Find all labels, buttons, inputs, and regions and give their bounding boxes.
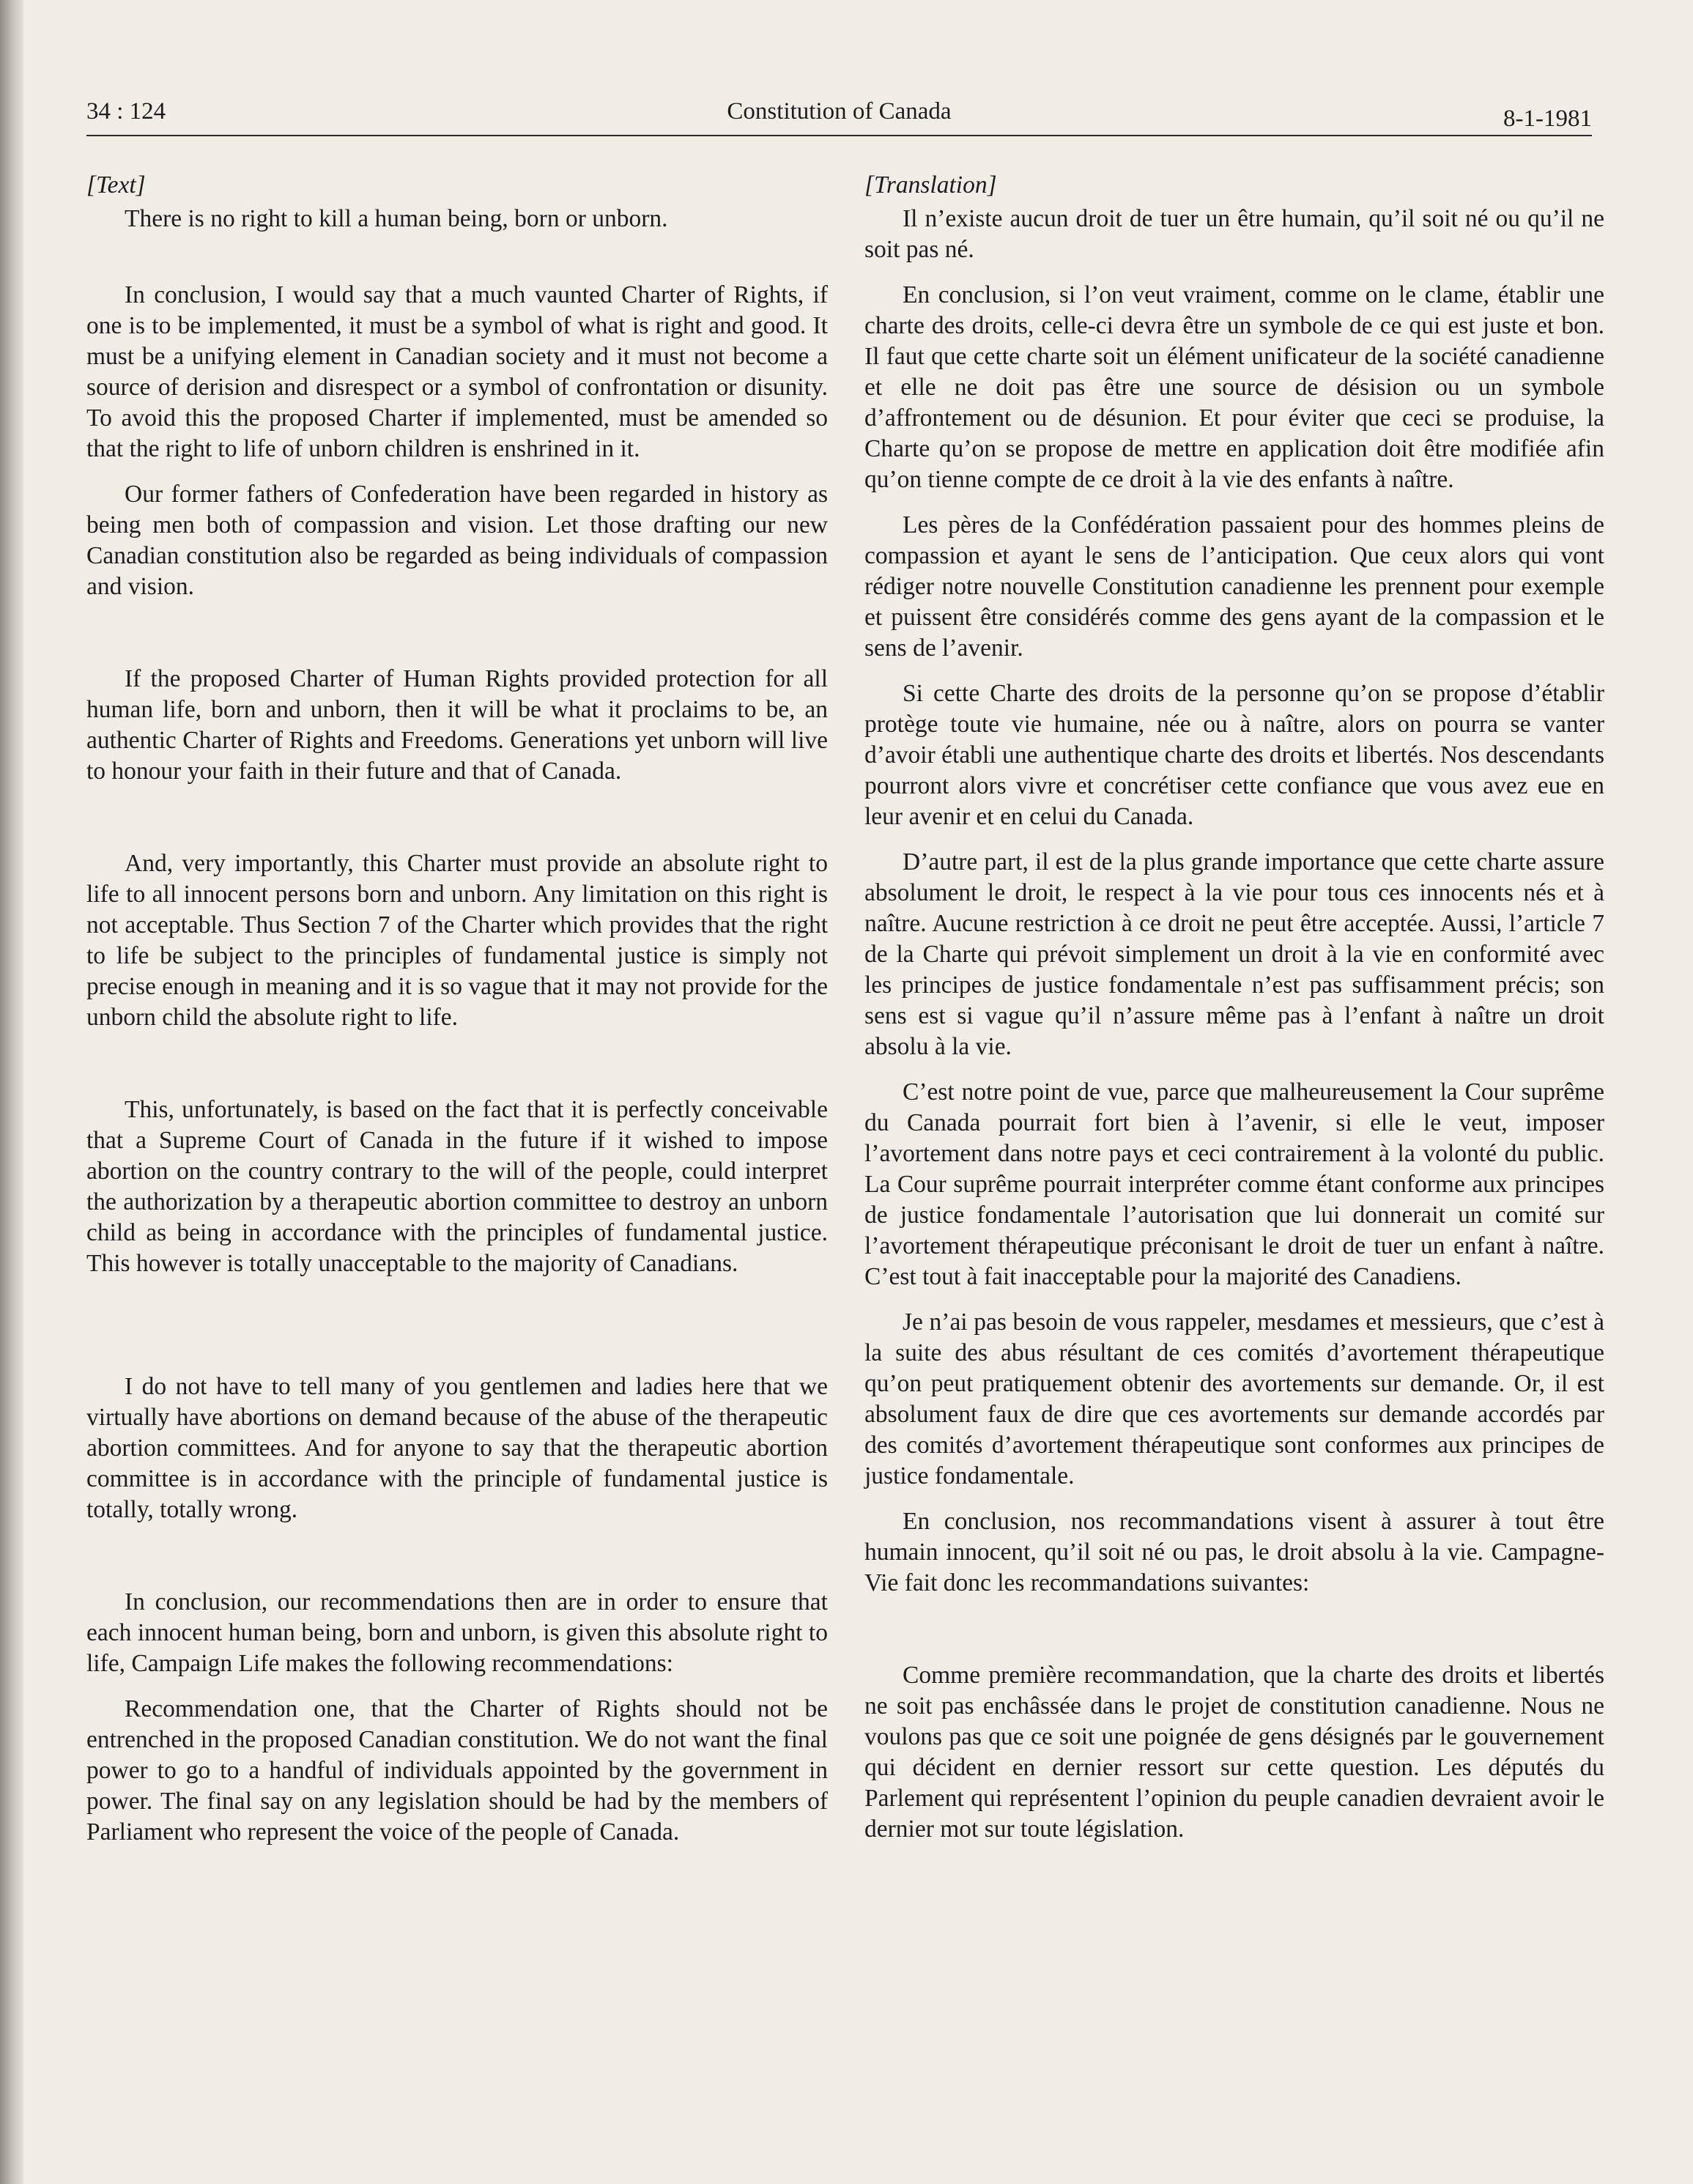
paragraph: En conclusion, nos recommandations visent à assurer à tout être humain innocent, qu’il soit né ou pas, le droit absolu à la vie. Campagne-Vie fait donc les recommandations suivantes: — [864, 1508, 1604, 1596]
paragraph: D’autre part, il est de la plus grande importance que cette charte assure absolument le droit, le respect à la vie pour tous ces innocents nés et à naître. Aucune restriction à ce droit ne peut être acceptée. Aussi, l’article 7 de la Charte qui prévoit simplement un droit à la vie en conformité avec les principes de justice fondamentale n’est pas suffisamment précis; son sens est si vague qu’il n’assure même pas à l’enfant à naître un droit absolu à la vie. — [864, 848, 1604, 1060]
paragraph: Les pères de la Confédération passaient pour des hommes pleins de compassion et ayant le sens de l’anticipation. Que ceux alors qui vont rédiger notre nouvelle Constitution canadienne les prennent pour exemple et puissent être considérés comme des gens ayant de la compassion et le sens de l’avenir. — [864, 511, 1604, 662]
paragraph: I do not have to tell many of you gentlemen and ladies here that we virtually have abortions on demand because of the abuse of the therapeutic abortion committees. And for anyone to say that the therapeutic abortion committee is in accordance with the principle of fundamental justice is totally, totally wrong. — [86, 1373, 828, 1523]
paragraph: This, unfortunately, is based on the fact that it is perfectly conceivable that a Supreme Court of Canada in the future if it wished to impose abortion on the country contrary to the will of the people, could interpret the authorization by a therapeutic abortion committee to destroy an unborn child as being in accordance with the principles of fundamental justice. This however is totally unacceptable to the majority of Canadians. — [86, 1096, 828, 1277]
text-column-english — [86, 170, 828, 1848]
text-column-french — [864, 170, 1604, 1845]
paragraph: And, very importantly, this Charter must provide an absolute right to life to all innocent persons born and unborn. Any limitation on this right is not acceptable. Thus Section 7 of the Charter which provides that the right to life be subject to the principles of fundamental justice is simply not precise enough in meaning and it is so vague that it may not provide for the unborn child the absolute right to life. — [86, 850, 828, 1031]
paragraph: Our former fathers of Confederation have been regarded in history as being men both of compassion and vision. Let those drafting our new Canadian constitution also be regarded as being individuals of compassion and vision. — [86, 481, 828, 600]
page-number: 34 : 124 — [86, 98, 166, 125]
page-date: 8-1-1981 — [1503, 106, 1592, 132]
page-title: Constitution of Canada — [727, 98, 952, 125]
page-header — [86, 95, 1592, 133]
column-label-text: [Text] — [86, 171, 146, 199]
paragraph: En conclusion, si l’on veut vraiment, comme on le clame, établir une charte des droits, celle-ci devra être un symbole de ce qui est juste et bon. Il faut que cette charte soit un élément unificateur de la société canadienne et elle ne doit pas être une source de désision ou un symbole d’affrontement ou de désunion. Et pour éviter que ceci se produise, la Charte qu’on se propose de mettre en application doit être modifiée afin qu’on tienne compte de ce droit à la vie des enfants à naître. — [864, 281, 1604, 493]
binding-shadow — [0, 0, 23, 2184]
paragraph: Comme première recommandation, que la charte des droits et libertés ne soit pas enchâssée dans le projet de constitution canadienne. Nous ne voulons pas que ce soit une poignée de gens désignés par le gouvernement qui décident en dernier ressort sur cette question. Les députés du Parlement qui représentent l’opinion du peuple canadien devraient avoir le dernier mot sur toute législation. — [864, 1662, 1604, 1843]
column-label-translation: [Translation] — [864, 171, 997, 199]
header-divider — [86, 135, 1592, 136]
paragraph: Il n’existe aucun droit de tuer un être humain, qu’il soit né ou qu’il ne soit pas né. — [864, 205, 1604, 263]
paragraph: There is no right to kill a human being, born or unborn. — [125, 205, 668, 232]
paragraph: C’est notre point de vue, parce que malheureusement la Cour suprême du Canada pourrait fort bien à l’avenir, si elle le veut, imposer l’avortement dans notre pays et ceci contrairement à la volonté du public. La Cour suprême pourrait interpréter comme étant conforme aux principes de justice fondamentale l’autorisation que lui donnerait un comité sur l’avortement thérapeutique préconisant le droit de tuer un enfant à naître. C’est tout à fait inacceptable pour la majorité des Canadiens. — [864, 1078, 1604, 1290]
paragraph: Si cette Charte des droits de la personne qu’on se propose d’établir protège toute vie humaine, née ou à naître, alors on pourra se vanter d’avoir établi une authentique charte des droits et libertés. Nos descendants pourront alors vivre et concrétiser cette confiance que vous avez eue en leur avenir et en celui du Canada. — [864, 680, 1604, 830]
paragraph: If the proposed Charter of Human Rights provided protection for all human life, born and unborn, then it will be what it proclaims to be, an authentic Charter of Rights and Freedoms. Generations yet unborn will live to honour your faith in their future and that of Canada. — [86, 665, 828, 785]
paragraph: Recommendation one, that the Charter of Rights should not be entrenched in the proposed Canadian constitution. We do not want the final power to go to a handful of individuals appointed by the government in power. The final say on any legislation should be had by the members of Parliament who represent the voice of the people of Canada. — [86, 1695, 828, 1846]
paragraph: In conclusion, I would say that a much vaunted Charter of Rights, if one is to be implemented, it must be a symbol of what is right and good. It must be a unifying element in Canadian society and it must not become a source of derision and disrespect or a symbol of confrontation or disunity. To avoid this the proposed Charter if implemented, must be amended so that the right to life of unborn children is enshrined in it. — [86, 281, 828, 462]
paragraph: Je n’ai pas besoin de vous rappeler, mesdames et messieurs, que c’est à la suite des abus résultant de ces comités d’avortement thérapeutique qu’on peut pratiquement obtenir des avortements sur demande. Or, il est absolument faux de dire que ces avortements sur demande accordés par des comités d’avortement thérapeutique sont conformes aux principes de justice fondamentale. — [864, 1308, 1604, 1489]
paragraph: In conclusion, our recommendations then are in order to ensure that each innocent human being, born and unborn, is given this absolute right to life, Campaign Life makes the following recommendations: — [86, 1588, 828, 1677]
